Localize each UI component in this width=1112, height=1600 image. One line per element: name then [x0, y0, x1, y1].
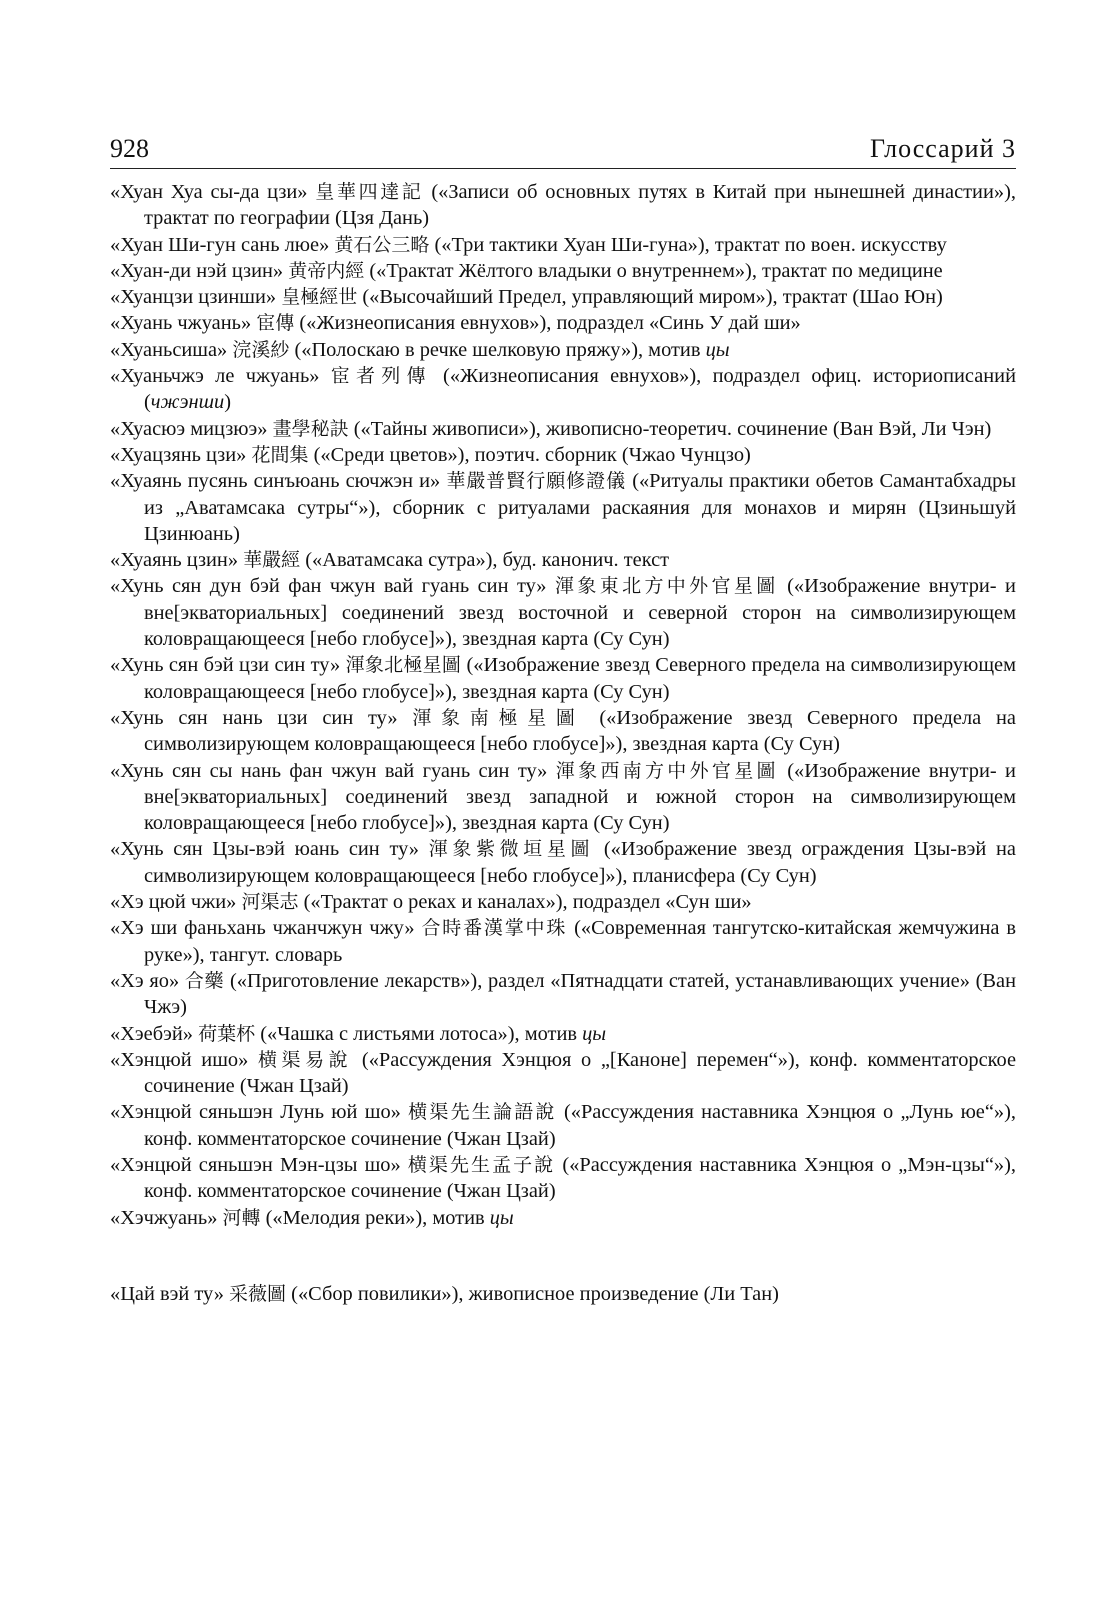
- glossary-entry: [110, 416, 1016, 442]
- section-gap: [110, 1231, 1016, 1271]
- glossary-entry: [110, 705, 1016, 758]
- running-title: Глоссарий 3: [870, 134, 1016, 163]
- glossary-entry: [110, 179, 1016, 232]
- glossary-entry: [110, 915, 1016, 968]
- entry-chinese-title: 渾象東北方中外官星圖: [554, 575, 779, 598]
- entry-chinese-title: 合藥: [184, 969, 225, 992]
- glossary-entry: [110, 1099, 1016, 1152]
- entry-chinese-title: 華嚴普賢行願修證儀: [446, 470, 627, 493]
- entry-title: «Хэнцюй сяньшэн Мэн-цзы шо»: [110, 1153, 401, 1176]
- entry-title: «Хэ цюй чжи»: [110, 891, 237, 914]
- glossary-entry: [110, 652, 1016, 705]
- entry-description: («Трактат о реках и каналах»), подраздел «Сун ши»: [303, 891, 752, 914]
- entry-description: («Сбор повилики»), живописное произведение (Ли Тан): [291, 1282, 779, 1305]
- entry-chinese-title: 黄石公三略: [334, 233, 430, 256]
- entry-chinese-title: 横渠先生論語說: [408, 1101, 557, 1124]
- entry-title: «Хэ ши фаньхань чжанчжун чжу»: [110, 917, 415, 940]
- entry-italic-term: цы: [705, 338, 730, 361]
- entry-chinese-title: 花間集: [251, 443, 309, 466]
- entry-description: («Изображение внутри- и вне[экваториальных] соединений звезд восточной и северной сторон на символизирующем коловращающееся [небо глобусе]»), звездная карта (Су Сун): [144, 575, 1016, 651]
- glossary-entry: [110, 1205, 1016, 1231]
- entry-title: «Хэебэй»: [110, 1022, 193, 1045]
- glossary-entry: [110, 258, 1016, 284]
- entry-description: («Высочайший Предел, управляющий миром»), трактат (Шао Юн): [362, 286, 943, 309]
- entry-chinese-title: 皇極經世: [281, 286, 358, 309]
- glossary-entry: [110, 573, 1016, 652]
- entry-title: «Хуаньсиша»: [110, 338, 228, 361]
- entry-title: «Хуан Хуа сы-да цзи»: [110, 181, 308, 203]
- entry-description: («Тайны живописи»), живописно-теоретич. сочинение (Ван Вэй, Ли Чэн): [353, 417, 992, 440]
- entry-title: «Хуасюэ мицзюэ»: [110, 417, 268, 440]
- entry-description: («Современная тангутско-китайская жемчужина в руке»), тангут. словарь: [144, 917, 1016, 966]
- entry-title: «Хунь сян дун бэй фан чжун вай гуань син ту»: [110, 575, 547, 598]
- entry-description: («Изображение звезд ограждения Цзы-вэй на символизирующем коловращающееся [небо глобусе]»), планисфера (Су Сун): [144, 838, 1016, 887]
- glossary-entry: [110, 284, 1016, 310]
- entry-chinese-title: 荷葉杯: [198, 1022, 256, 1045]
- entry-chinese-title: 合時番漢掌中珠: [421, 917, 568, 940]
- glossary-entries: [110, 179, 1016, 1231]
- entry-chinese-title: 渾象南極星圖: [412, 706, 585, 729]
- entry-description: («Полоскаю в речке шелковую пряжу»), мотив: [294, 338, 701, 361]
- entry-chinese-title: 黄帝内經: [288, 259, 365, 282]
- entry-title: «Хуаянь цзин»: [110, 549, 239, 572]
- entry-description: («Жизнеописания евнухов»), подраздел «Синь У дай ши»: [299, 312, 801, 335]
- entry-description: («Рассуждения наставника Хэнцюя о „Лунь юе“»), конф. комментаторское сочинение (Чжан Цзай): [144, 1101, 1016, 1150]
- entry-title: «Цай вэй ту»: [110, 1282, 224, 1305]
- glossary-entry: [110, 889, 1016, 915]
- entry-title: «Хуанцзи цзинши»: [110, 286, 277, 309]
- entry-title: «Хунь сян нань цзи син ту»: [110, 706, 398, 729]
- glossary-entry: [110, 547, 1016, 573]
- entry-title: «Хуан-ди нэй цзин»: [110, 259, 284, 282]
- entry-title: «Хуань чжуань»: [110, 312, 252, 335]
- entry-title: «Хунь сян бэй цзи син ту»: [110, 654, 341, 677]
- entry-description: («Рассуждения Хэнцюя о „[Каноне] перемен“»), конф. комментаторское сочинение (Чжан Цзай): [144, 1048, 1016, 1098]
- entry-chinese-title: 皇華四達記: [315, 181, 424, 203]
- entry-title: «Хуаянь пусянь синъюань сючжэн и»: [110, 470, 441, 493]
- glossary-entries-next-letter: [110, 1281, 1016, 1307]
- entry-italic-term: цы: [582, 1022, 607, 1045]
- entry-title: «Хуаньчжэ ле чжуань»: [110, 365, 320, 388]
- entry-title: «Хэнцюй ишо»: [110, 1048, 249, 1071]
- entry-description: («Жизнеописания евнухов»), подраздел офиц. историописаний (: [144, 365, 1016, 414]
- entry-title: «Хуан Ши-гун сань люе»: [110, 233, 330, 256]
- entry-description: («Приготовление лекарств»), раздел «Пятнадцати статей, устанавливающих учение» (Ван Чжэ): [144, 969, 1016, 1019]
- glossary-entry: [110, 968, 1016, 1021]
- entry-chinese-title: 宦傳: [256, 312, 295, 335]
- entry-description: («Рассуждения наставника Хэнцюя о „Мэн-цзы“»), конф. комментаторское сочинение (Чжан Цзай): [144, 1153, 1016, 1203]
- entry-chinese-title: 渾象北極星圖: [345, 654, 462, 677]
- entry-italic-term: цы: [489, 1206, 514, 1229]
- entry-title: «Хунь сян сы нань фан чжун вай гуань син ту»: [110, 759, 548, 782]
- glossary-entry: [110, 1281, 1016, 1307]
- entry-chinese-title: 横渠易說: [257, 1048, 353, 1071]
- glossary-entry: [110, 1152, 1016, 1205]
- glossary-entry: [110, 442, 1016, 468]
- entry-description: («Изображение звезд Северного предела на символизирующем коловращающееся [небо глобусе]»), звездная карта (Су Сун): [144, 654, 1016, 703]
- glossary-entry: [110, 337, 1016, 363]
- entry-tail: ): [224, 391, 231, 414]
- entry-title: «Хэчжуань»: [110, 1206, 218, 1229]
- glossary-entry: [110, 1047, 1016, 1100]
- page-number: 928: [110, 134, 149, 163]
- entry-chinese-title: 河轉: [222, 1206, 261, 1229]
- entry-description: («Ритуалы практики обетов Самантабхадры из „Аватамсака сутры“»), сборник с ритуалами раскаяния для монахов и мирян (Цзиньшуй Цзинюань): [144, 470, 1016, 545]
- glossary-entry: [110, 468, 1016, 547]
- glossary-entry: [110, 310, 1016, 336]
- entry-italic-term: чжэнши: [150, 391, 225, 414]
- entry-chinese-title: 渾象西南方中外官星圖: [555, 759, 779, 782]
- glossary-entry: [110, 363, 1016, 416]
- entry-chinese-title: 河渠志: [241, 891, 299, 914]
- glossary-entry: [110, 836, 1016, 889]
- page: [110, 122, 1016, 1307]
- entry-title: «Хунь сян Цзы-вэй юань син ту»: [110, 838, 419, 861]
- glossary-entry: [110, 758, 1016, 837]
- entry-chinese-title: 浣溪紗: [232, 338, 290, 361]
- entry-description: («Изображение звезд Северного предела на символизирующем коловращающееся [небо глобусе]»), звездная карта (Су Сун): [144, 706, 1016, 756]
- entry-chinese-title: 渾象紫微垣星圖: [428, 838, 595, 861]
- entry-description: («Три тактики Хуан Ши-гуна»), трактат по воен. искусству: [434, 233, 947, 256]
- entry-chinese-title: 畫學秘訣: [272, 417, 349, 440]
- entry-description: («Среди цветов»), поэтич. сборник (Чжао Чунцзо): [313, 443, 751, 466]
- entry-description: («Трактат Жёлтого владыки о внутреннем»), трактат по медицине: [369, 259, 943, 282]
- entry-description: («Записи об основных путях в Китай при нынешней династии»), трактат по географии (Цзя Дань): [144, 181, 1016, 230]
- entry-description: («Чашка с листьями лотоса»), мотив: [260, 1022, 577, 1045]
- glossary-entry: [110, 232, 1016, 258]
- page-header: [110, 122, 1016, 169]
- glossary-entry: [110, 1021, 1016, 1047]
- entry-description: («Изображение внутри- и вне[экваториальных] соединений звезд западной и южной сторон на символизирующем коловращающееся [небо глобусе]»), звездная карта (Су Сун): [144, 759, 1016, 835]
- entry-title: «Хэ яо»: [110, 969, 180, 992]
- entry-chinese-title: 横渠先生孟子說: [407, 1153, 556, 1176]
- entry-chinese-title: 采薇圖: [229, 1282, 287, 1305]
- entry-title: «Хуацзянь цзи»: [110, 443, 247, 466]
- entry-description: («Мелодия реки»), мотив: [265, 1206, 485, 1229]
- entry-chinese-title: 華嚴經: [243, 549, 301, 572]
- entry-description: («Аватамсака сутра»), буд. канонич. текст: [305, 549, 670, 572]
- entry-title: «Хэнцюй сяньшэн Лунь юй шо»: [110, 1101, 401, 1124]
- entry-chinese-title: 宦者列傳: [330, 365, 432, 388]
